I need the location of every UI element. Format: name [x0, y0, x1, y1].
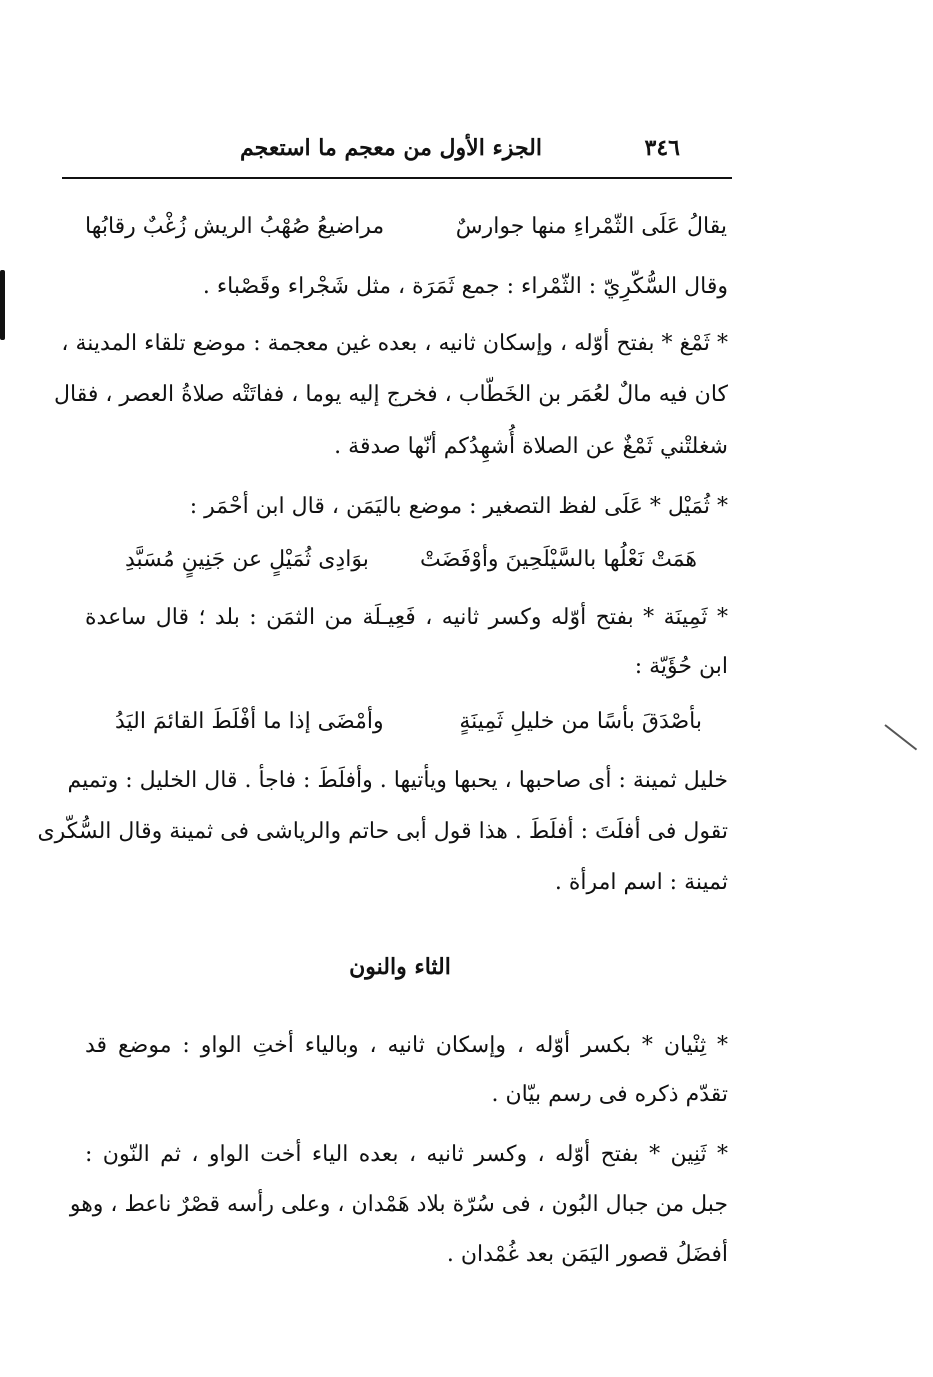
section-heading: الثاء والنون	[349, 954, 451, 980]
text-line-2: وقال السُّكّرِيّ : الثّمْراء : جمع ثَمَرَة ، مثل شَجْراء وقَصْباء .	[202, 274, 728, 299]
text-line-13: ثمينة : اسم امرأة .	[554, 870, 728, 895]
page-header	[240, 128, 680, 168]
text-line-9: ابن حُؤَيّة :	[634, 654, 728, 679]
text-line-16: * ثَنِين * بفتح أوّله ، وكسر ثانيه ، بعده الياء أخت الواو ، ثم النّون :	[85, 1142, 728, 1167]
verse-hemistich-right: هَمَتْ نَعْلُها بالسَّيْلَحِينَ وأوْفَضَتْ	[420, 547, 697, 572]
verse-hemistich-right: بأصْدَقَ بأسًا من خليلِ ثَمِينَةٍ	[459, 709, 702, 734]
text-line-17: جبل من جبال البُون ، فى سُرّة بلاد هَمْدان ، وعلى رأسه قصْرٌ ناعط ، وهو	[69, 1192, 728, 1217]
verse-hemistich-left: وأمْضَى إذا ما أفْلَطَ القائمَ اليَدُ	[115, 709, 384, 734]
header-rule	[62, 177, 732, 179]
text-line-15: تقدّم ذكره فى رسم بيّان .	[491, 1082, 728, 1107]
verse-hemistich-left: مراضيعُ صُهْبُ الريش زُغْبٌ رقابُها	[85, 214, 385, 239]
verse-hemistich-left: بوَادِى ثُمَيْلٍ عن جَنِينٍ مُسَبَّدِ	[125, 547, 369, 572]
verse-line-2	[125, 543, 697, 577]
verse-line-3	[115, 705, 702, 739]
scan-edge-mark	[0, 270, 5, 340]
scan-stray-mark	[884, 724, 917, 750]
verse-line-1	[85, 210, 727, 244]
running-title: الجزء الأول من معجم ما استعجم	[240, 135, 542, 161]
text-line-12: تقول فى أفلَتَ : أفلَطَ . هذا قول أبى حاتم والرياشى فى ثمينة وقال السُّكّرى	[37, 819, 728, 844]
text-line-8: * ثَمِينَة * بفتح أوّله وكسر ثانيه ، فَعِيـلَة من الثمَن : بلد ؛ قال ساعدة	[85, 605, 728, 630]
verse-hemistich-right: يقالُ عَلَى الثّمْراءِ منها جوارسٌ	[455, 214, 727, 239]
text-line-11: خليل ثمينة : أى صاحبها ، يحبها ويأتيها . وأفلَطَ : فاجأ . قال الخليل : وتميم	[67, 768, 728, 793]
page-number: ٣٤٦	[644, 135, 680, 161]
text-line-5: شغلتْني ثَمْغٌ عن الصلاة أُشهِدُكم أنّها صدقة .	[334, 434, 728, 459]
text-line-18: أفضَلُ قصور اليَمَن بعد غُمْدان .	[446, 1242, 728, 1267]
text-line-6: * ثُمَيْل * عَلَى لفظ التصغير : موضع باليَمَن ، قال ابن أحْمَر :	[189, 494, 728, 519]
text-line-14: * ثِنْيان * بكسر أوّله ، وإسكان ثانيه ، وبالياء أختِ الواو : موضع قد	[85, 1033, 728, 1058]
text-line-3: * ثَمْغ * بفتح أوّله ، وإسكان ثانيه ، بعده غين معجمة : موضع تلقاء المدينة ،	[61, 331, 728, 356]
text-line-4: كان فيه مالٌ لعُمَر بن الخَطّاب ، فخرج إليه يوما ، ففاتَتْه صلاةُ العصر ، فقال	[54, 382, 728, 407]
